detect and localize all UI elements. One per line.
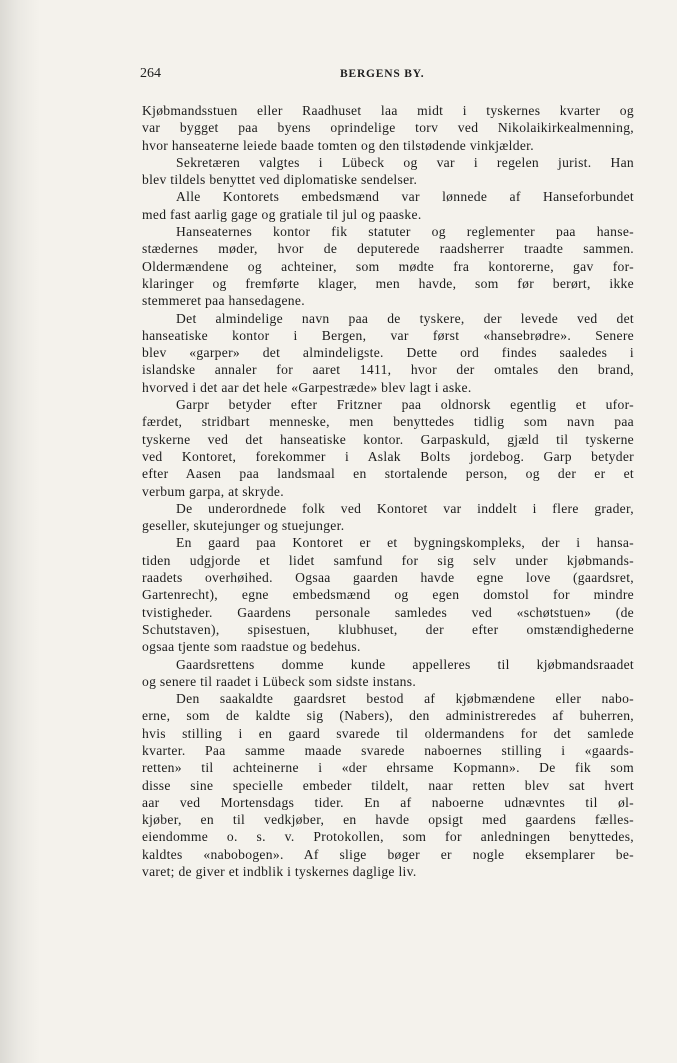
text-line: hvis stilling i en gaard svarede til oldermandens for det samlede	[142, 725, 634, 741]
text-line: hanseatiske kontor i Bergen, var først «hansebrødre». Senere	[142, 327, 634, 343]
text-line: tiden udgjorde et lidet samfund for sig selv under kjøbmands-	[142, 552, 634, 568]
text-line: Sekretæren valgtes i Lübeck og var i regelen jurist. Han	[176, 154, 634, 170]
text-line: og senere til raadet i Lübeck som sidste instans.	[142, 673, 417, 689]
running-title: BERGENS BY.	[340, 68, 425, 80]
text-line: tvistigheder. Gaardens personale samledes ved «schøtstuen» (de	[142, 604, 634, 620]
text-line: efter Aasen paa landsmaal en stortalende person, og der er et	[142, 466, 634, 482]
text-line: kaldtes «nabobogen». Af slige bøger er nogle eksemplarer be-	[142, 846, 634, 862]
text-line: klaringer og fremførte klager, men havde, som før berørt, ikke	[142, 275, 634, 291]
text-line: kvarter. Paa samme maade svarede naboernes stilling i «gaards-	[142, 742, 634, 758]
text-line: De underordnede folk ved Kontoret var inddelt i flere grader,	[176, 500, 634, 516]
text-line: færdet, stridbart menneske, men benyttedes tidlig som navn paa	[142, 414, 634, 430]
text-line: hvor hanseaterne leiede baade tomten og den tilstødende vinkjælder.	[142, 137, 534, 153]
text-line: Hanseaternes kontor fik statuter og reglementer paa hanse-	[176, 224, 634, 240]
text-line: kjøber, en til vedkjøber, en havde opsigt med gaardens fælles-	[142, 812, 634, 828]
text-line: erne, som de kaldte sig (Nabers), den administreredes af buherren,	[142, 708, 634, 724]
text-line: En gaard paa Kontoret er et bygningskompleks, der i hansa-	[176, 535, 634, 551]
text-line: Gartenrecht), egne embedsmænd og egen domstol for mindre	[142, 587, 634, 603]
text-line: ogsaa tjente som raadstue og bedehus.	[142, 639, 361, 655]
text-line: med fast aarlig gage og gratiale til jul og paaske.	[142, 206, 422, 222]
text-line: aar ved Mortensdags tider. En af naboerne udnævntes til øl-	[142, 794, 634, 810]
text-line: retten» til achteinerne i «der ehrsame Kopmann». De fik som	[142, 760, 634, 776]
text-line: var bygget paa byens oprindelige torv ved Nikolaikirkealmenning,	[142, 120, 634, 136]
text-line: Schutstaven), spisestuen, klubhuset, der efter omstændighederne	[142, 621, 634, 637]
text-line: stemmeret paa hansedagene.	[142, 293, 305, 309]
text-line: Alle Kontorets embedsmænd var lønnede af Hanseforbundet	[176, 189, 634, 205]
text-line: stædernes møder, hvor de deputerede raadsherrer traadte sammen.	[142, 241, 634, 257]
text-line: eiendomme o. s. v. Protokollen, som for anledningen benyttedes,	[142, 829, 634, 845]
text-line: geseller, skutejunger og stuejunger.	[142, 518, 345, 534]
text-line: Kjøbmandsstuen eller Raadhuset laa midt i tyskernes kvarter og	[142, 103, 634, 118]
text-line: ved Kontoret, forekommer i Aslak Bolts jordebog. Garp betyder	[142, 448, 634, 464]
text-line: Gaardsrettens domme kunde appelleres til kjøbmandsraadet	[176, 656, 634, 672]
text-line: hvorved i det aar det hele «Garpestræde» blev lagt i aske.	[142, 379, 472, 395]
text-line: verbum garpa, at skryde.	[142, 483, 284, 499]
text-line: blev «garper» det almindeligste. Dette ord findes saaledes i	[142, 345, 634, 361]
text-line: Det almindelige navn paa de tyskere, der levede ved det	[176, 310, 634, 326]
text-line: Oldermændene og achteiner, som mødte fra kontorerne, gav for-	[142, 258, 634, 274]
text-line: Garpr betyder efter Fritzner paa oldnorsk egentlig et ufor-	[176, 397, 634, 413]
body-text	[142, 102, 634, 880]
text-line: islandske annaler for aaret 1411, hvor der omtales den brand,	[142, 362, 634, 378]
page-header	[140, 66, 634, 86]
text-line: disse sine specielle embeder tildelt, naar retten blev sat hvert	[142, 777, 634, 793]
page-number: 264	[140, 66, 161, 81]
text-line: Den saakaldte gaardsret bestod af kjøbmændene eller nabo-	[176, 691, 634, 707]
text-line: varet; de giver et indblik i tyskernes daglige liv.	[142, 864, 417, 880]
text-line: tyskerne ved det hanseatiske kontor. Garpaskuld, gjæld til tyskerne	[142, 431, 634, 447]
text-line: blev tildels benyttet ved diplomatiske sendelser.	[142, 172, 418, 188]
text-line: raadets overhøihed. Ogsaa gaarden havde egne love (gaardsret,	[142, 570, 634, 586]
